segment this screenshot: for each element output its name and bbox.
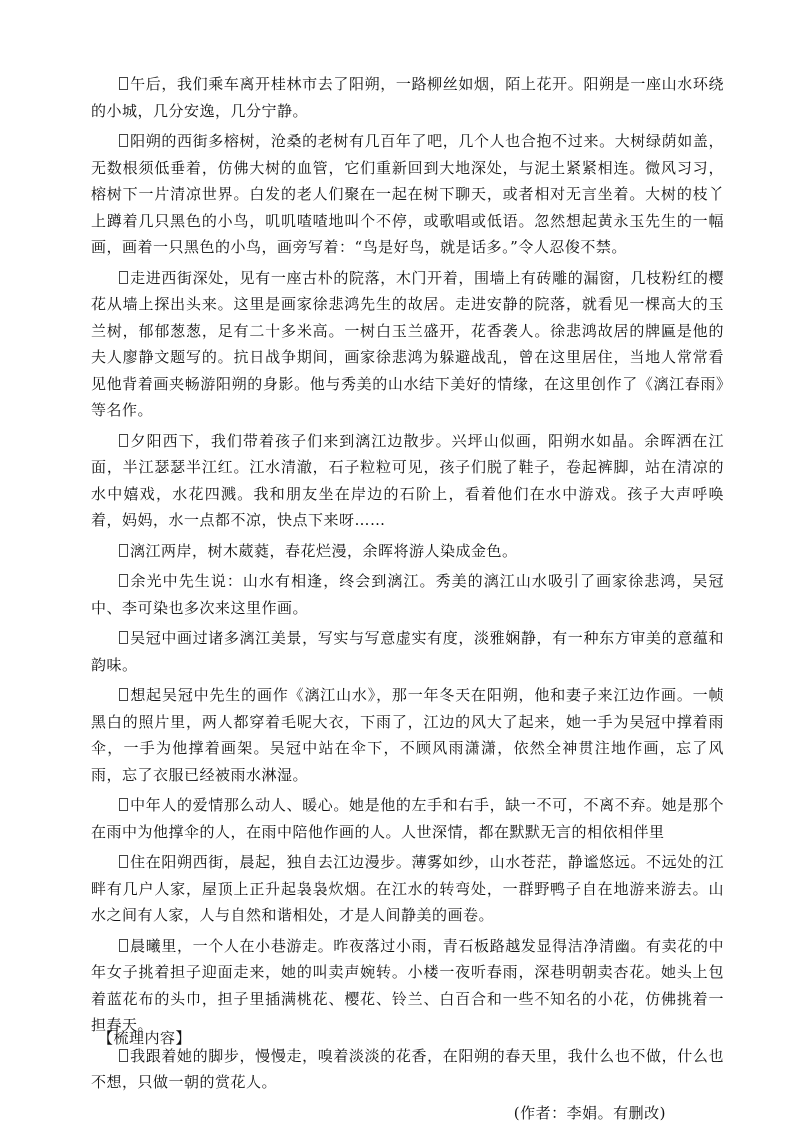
paragraph-text: 住在阳朔西街，晨起，独自去江边漫步。薄雾如纱，山水苍茫，静谧悠远。不远处的江畔有几户人家，屋顶上正升起袅袅炊烟。在江水的转弯处，一群野鸭子自在地游来游去。山水之间有人家，人与自然和谐相处，才是人间静美的画卷。 (91, 853, 724, 924)
article-paragraph-3 (91, 265, 724, 424)
paragraph-marker-icon (119, 134, 128, 147)
paragraph-marker-icon (119, 939, 128, 952)
paragraph-marker-icon (119, 77, 128, 90)
paragraph-marker-icon (119, 271, 128, 284)
paragraph-text: 阳朔的西街多榕树，沧桑的老树有几百年了吧，几个人也合抱不过来。大树绿荫如盖，无数根须低垂着，仿佛大树的血管，它们重新回到大地深处，与泥土紧紧相连。微风习习，榕树下一片清凉世界。白发的老人们聚在一起在树下聊天，或者相对无言坐着。大树的枝丫上蹲着几只黑色的小鸟，叽叽喳喳地叫个不停，或歌唱或低语。忽然想起黄永玉先生的一幅画，画着一只黑色的小鸟，画旁写着：“鸟是好鸟，就是话多。”令人忍俊不禁。 (91, 132, 724, 256)
article-paragraph-6 (91, 568, 724, 621)
paragraph-marker-icon (119, 1049, 128, 1062)
article-paragraph-1 (91, 71, 724, 124)
author-attribution: (作者：李娟。有删改) (513, 1103, 666, 1122)
paragraph-text: 夕阳西下，我们带着孩子们来到漓江边散步。兴坪山似画，阳朔水如晶。余晖洒在江面，半江瑟瑟半江红。江水清澈，石子粒粒可见，孩子们脱了鞋子，卷起裤脚，站在清凉的水中嬉戏，水花四溅。我和朋友坐在岸边的石阶上，看着他们在水中游戏。孩子大声呼唤着，妈妈，水一点都不凉，快点下来呀…… (91, 431, 724, 529)
paragraph-text: 我跟着她的脚步，慢慢走，嗅着淡淡的花香，在阳朔的春天里，我什么也不做，什么也不想，只做一朝的赏花人。 (91, 1046, 724, 1091)
paragraph-text: 漓江两岸，树木葳蕤，春花烂漫，余晖将游人染成金色。 (130, 541, 518, 560)
paragraph-marker-icon (119, 574, 128, 587)
paragraph-marker-icon (119, 688, 128, 701)
paragraph-text: 想起吴冠中先生的画作《漓江山水》，那一年冬天在阳朔，他和妻子来江边作画。一帧黑白的照片里，两人都穿着毛呢大衣，下雨了，江边的风大了起来，她一手为吴冠中撑着雨伞，一手为他撑着画架。吴冠中站在伞下，不顾风雨潇潇，依然全神贯注地作画，忘了风雨，忘了衣服已经被雨水淋湿。 (91, 686, 724, 784)
paragraph-marker-icon (119, 544, 128, 557)
article-paragraph-12 (91, 1043, 724, 1096)
paragraph-text: 走进西街深处，见有一座古朴的院落，木门开着，围墙上有砖雕的漏窗，几枝粉红的樱花从墙上探出头来。这里是画家徐悲鸿先生的故居。走进安静的院落，就看见一棵高大的玉兰树，郁郁葱葱，足有二十多米高。一树白玉兰盛开，花香袭人。徐悲鸿故居的牌匾是他的夫人廖静文题写的。抗日战争期间，画家徐悲鸿为躲避战乱，曾在这里居住，当地人常常看见他背着画夹畅游阳朔的身影。他与秀美的山水结下美好的情缘，在这里创作了《漓江春雨》等名作。 (91, 268, 724, 419)
paragraph-marker-icon (119, 855, 128, 868)
article-paragraph-10 (91, 849, 724, 929)
article-paragraph-9 (91, 792, 724, 845)
section-heading: 【梳理内容】 (98, 1029, 192, 1047)
paragraph-marker-icon (119, 631, 128, 644)
paragraph-text: 中年人的爱情那么动人、暖心。她是他的左手和右手，缺一不可，不离不弃。她是那个在雨中为他撑伞的人，在雨中陪他作画的人。人世深情，都在默默无言的相依相伴里 (91, 796, 724, 841)
paragraph-text: 午后，我们乘车离开桂林市去了阳朔，一路柳丝如烟，陌上花开。阳朔是一座山水环绕的小城，几分安逸，几分宁静。 (91, 75, 724, 120)
paragraph-marker-icon (119, 434, 128, 447)
article-paragraph-8 (91, 682, 724, 788)
article-paragraph-7 (91, 625, 724, 678)
paragraph-marker-icon (119, 798, 128, 811)
article-body (91, 71, 724, 1126)
paragraph-text: 余光中先生说：山水有相逢，终会到漓江。秀美的漓江山水吸引了画家徐悲鸿，吴冠中、李可染也多次来这里作画。 (91, 572, 724, 617)
article-paragraph-2 (91, 128, 724, 261)
paragraph-text: 吴冠中画过诸多漓江美景，写实与写意虚实有度，淡雅娴静，有一种东方审美的意蕴和韵味。 (91, 629, 724, 674)
article-paragraph-4 (91, 428, 724, 534)
article-paragraph-11 (91, 933, 724, 1039)
article-paragraph-5 (91, 538, 724, 565)
paragraph-text: 晨曦里，一个人在小巷游走。昨夜落过小雨，青石板路越发显得洁净清幽。有卖花的中年女子挑着担子迎面走来，她的叫卖声婉转。小楼一夜听春雨，深巷明朝卖杏花。她头上包着蓝花布的头巾，担子里插满桃花、樱花、铃兰、白百合和一些不知名的小花，仿佛挑着一担春天。 (91, 936, 724, 1034)
